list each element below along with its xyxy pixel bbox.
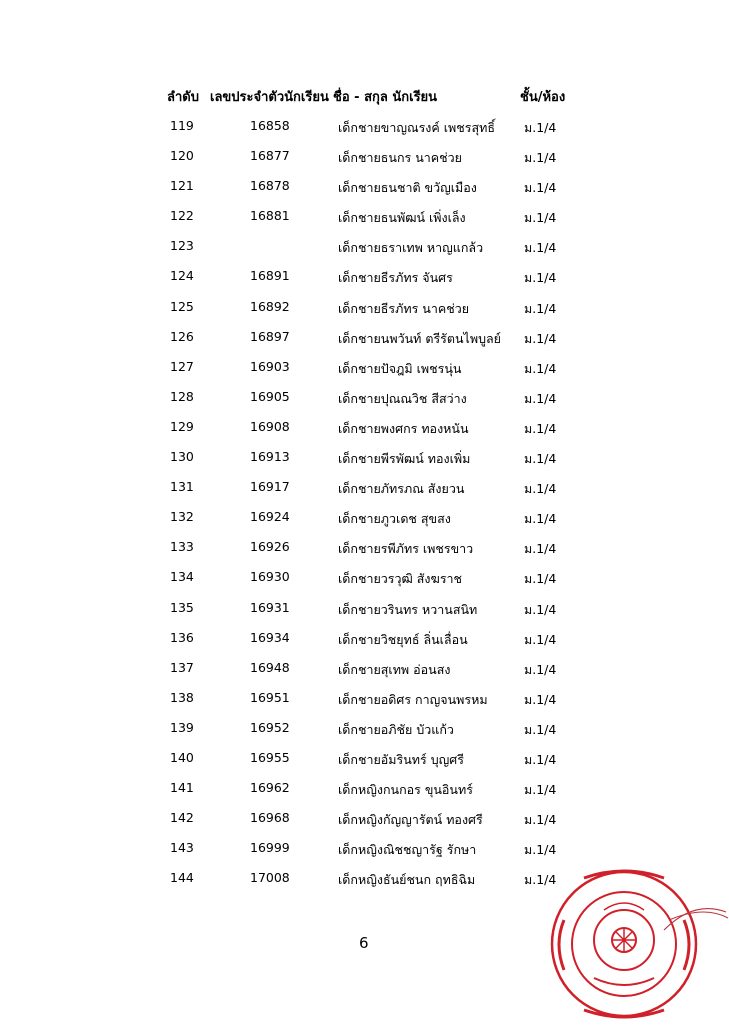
row-student-id: 16903 [250,358,290,374]
row-class: ม.1/4 [524,240,557,256]
header-class: ชั้น/ห้อง [520,90,566,105]
row-class: ม.1/4 [524,541,557,557]
student-list [0,114,729,896]
row-no: 128 [170,388,194,404]
table-row [0,776,729,806]
row-student-id: 16891 [250,268,290,284]
row-name: เด็กชายธีรภัทร จันศร [338,270,453,286]
row-name: เด็กชายธนพัฒน์ เพิ่งเล็ง [338,210,466,226]
row-student-id: 16948 [250,659,290,675]
row-student-id: 16924 [250,509,290,525]
row-student-id: 16878 [250,178,290,194]
table-row [0,505,729,535]
row-student-id: 16881 [250,208,290,224]
table-row [0,565,729,595]
table-row [0,204,729,234]
row-name: เด็กชายพีรพัฒน์ ทองเพิ่ม [338,451,471,467]
row-no: 140 [170,749,194,765]
row-student-id: 16858 [250,118,290,133]
row-name: เด็กชายธนกร นาคช่วย [338,150,462,166]
row-name: เด็กชายภัทรภณ สังยวน [338,481,465,497]
row-name: เด็กชายธราเทพ หาญแกล้ว [338,240,484,256]
row-student-id: 16913 [250,449,290,465]
row-class: ม.1/4 [524,571,557,587]
row-student-id: 16905 [250,388,290,404]
row-student-id: 16930 [250,569,290,585]
row-class: ม.1/4 [524,150,557,166]
table-row [0,656,729,686]
row-class: ม.1/4 [524,601,557,617]
row-class: ม.1/4 [524,210,557,226]
row-name: เด็กชายภูวเดช สุขสง [338,511,451,527]
row-no: 135 [170,599,194,615]
table-row [0,325,729,355]
row-no: 125 [170,298,194,314]
row-class: ม.1/4 [524,420,557,436]
row-no: 136 [170,629,194,645]
table-row [0,475,729,505]
row-class: ม.1/4 [524,360,557,376]
row-name: เด็กชายอัมรินทร์ บุญศรี [338,751,464,767]
row-student-id: 16955 [250,749,290,765]
row-class: ม.1/4 [524,842,557,858]
row-class: ม.1/4 [524,631,557,647]
table-row [0,234,729,264]
row-no: 126 [170,328,194,344]
row-name: เด็กชายอภิชัย บัวแก้ว [338,721,454,737]
row-class: ม.1/4 [524,451,557,467]
row-no: 127 [170,358,194,374]
row-student-id: 17008 [250,870,290,886]
row-class: ม.1/4 [524,691,557,707]
row-no: 120 [170,148,194,164]
row-no: 131 [170,479,194,495]
row-no: 132 [170,509,194,525]
row-no: 134 [170,569,194,585]
row-class: ม.1/4 [524,270,557,286]
row-student-id: 16917 [250,479,290,495]
table-row [0,716,729,746]
row-class: ม.1/4 [524,721,557,737]
table-row [0,445,729,475]
row-no: 138 [170,689,194,705]
row-name: เด็กชายวรินทร หวานสนิท [338,601,478,617]
header-name: ชื่อ - สกุล นักเรียน [333,90,438,105]
row-class: ม.1/4 [524,511,557,527]
row-name: เด็กหญิงกัญญารัตน์ ทองศรี [338,812,483,828]
row-no: 123 [170,238,194,254]
table-row [0,596,729,626]
row-student-id: 16897 [250,328,290,344]
row-no: 141 [170,780,194,796]
table-row [0,626,729,656]
row-student-id: 16952 [250,719,290,735]
row-name: เด็กชายวิชยุทธ์ ลิ่นเลื่อน [338,631,468,647]
table-row [0,355,729,385]
row-class: ม.1/4 [524,330,557,346]
row-no: 143 [170,840,194,856]
row-name: เด็กชายนพวันท์ ตรีรัตนไพบูลย์ [338,330,502,346]
row-no: 119 [170,118,194,133]
row-student-id: 16908 [250,418,290,434]
row-name: เด็กชายปุณณวิช สีสว่าง [338,390,467,406]
row-name: เด็กชายรพีภัทร เพชรขาว [338,541,474,557]
row-no: 133 [170,539,194,555]
row-name: เด็กชายขาญณรงค์ เพชรสุทธิ์ [338,120,495,135]
row-class: ม.1/4 [524,751,557,767]
row-student-id: 16892 [250,298,290,314]
table-row [0,144,729,174]
row-name: เด็กชายวรวุฒิ สังฆราช [338,571,463,587]
row-name: เด็กหญิงธันย์ชนก ฤทธิฉิม [338,872,476,888]
row-class: ม.1/4 [524,782,557,798]
table-row [0,295,729,325]
row-no: 121 [170,178,194,194]
row-no: 130 [170,449,194,465]
school-seal-stamp [544,860,729,1030]
row-class: ม.1/4 [524,120,557,135]
table-row [0,746,729,776]
row-student-id: 16999 [250,840,290,856]
row-name: เด็กชายปัจฎมิ เพชรนุ่น [338,360,462,376]
row-no: 137 [170,659,194,675]
row-no: 139 [170,719,194,735]
row-class: ม.1/4 [524,390,557,406]
row-name: เด็กชายพงศกร ทองหนัน [338,420,469,436]
row-no: 144 [170,870,194,886]
row-no: 129 [170,418,194,434]
row-name: เด็กหญิงณิชชญารัฐ รักษา [338,842,477,858]
row-name: เด็กหญิงกนกอร ขุนอินทร์ [338,782,473,798]
row-student-id: 16877 [250,148,290,164]
row-name: เด็กชายอดิศร กาญจนพรหม [338,691,488,707]
row-class: ม.1/4 [524,180,557,196]
row-no: 122 [170,208,194,224]
row-name: เด็กชายธีรภัทร นาคช่วย [338,300,470,316]
row-student-id: 16962 [250,780,290,796]
row-student-id: 16968 [250,810,290,826]
table-row [0,806,729,836]
table-row [0,535,729,565]
table-row [0,114,729,144]
table-row [0,264,729,294]
row-student-id: 16931 [250,599,290,615]
table-row [0,174,729,204]
row-student-id: 16926 [250,539,290,555]
row-student-id: 16951 [250,689,290,705]
row-student-id: 16934 [250,629,290,645]
table-row [0,385,729,415]
table-row [0,686,729,716]
row-class: ม.1/4 [524,872,557,888]
header-student-id: เลขประจำตัวนักเรียน [210,90,329,105]
row-name: เด็กชายธนชาติ ขวัญเมือง [338,180,477,196]
row-class: ม.1/4 [524,812,557,828]
row-class: ม.1/4 [524,300,557,316]
row-no: 124 [170,268,194,284]
row-class: ม.1/4 [524,661,557,677]
row-class: ม.1/4 [524,481,557,497]
row-no: 142 [170,810,194,826]
table-header [0,86,729,106]
page-number: 6 [359,934,369,952]
header-no: ลำดับ [167,90,199,105]
table-row [0,415,729,445]
row-name: เด็กชายสุเทพ อ่อนสง [338,661,451,677]
